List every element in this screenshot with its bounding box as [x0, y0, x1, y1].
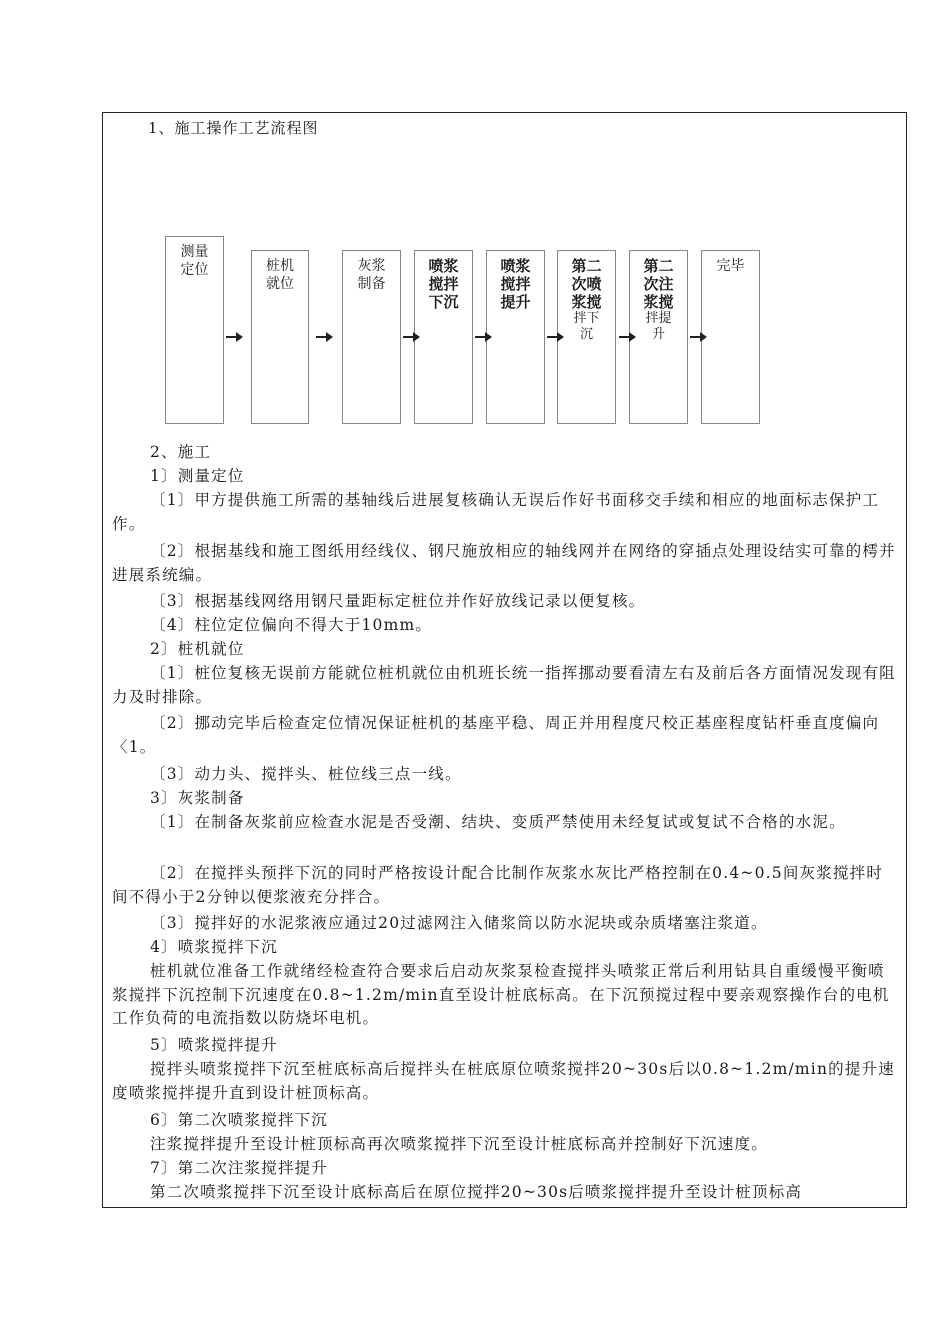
flow-step-7 — [629, 250, 688, 424]
flow-step-text: 就位 — [266, 276, 294, 292]
flow-step-text: 拌下 — [573, 311, 600, 326]
flow-step-6 — [557, 250, 616, 424]
paragraph: 〔3〕根据基线网络用钢尺量距标定桩位并作好放线记录以便复核。 — [150, 592, 646, 610]
flow-arrow-icon — [547, 336, 559, 338]
flow-step-4 — [414, 250, 473, 424]
paragraph: 〔1〕桩位复核无误前方能就位桩机就位由机班长统一指挥挪动要看清左右及前后各方面情况发现有阻力及时排除。 — [112, 664, 896, 706]
flow-step-text: 测量 — [180, 244, 209, 260]
paragraph: 2、施工 — [150, 443, 212, 461]
paragraph: 桩机就位准备工作就绪经检查符合要求后启动灰浆泵检查搅拌头喷浆正常后利用钻具自重缓慢平衡喷浆搅拌下沉控制下沉速度在0.8~1.2m/min直至设计桩底标高。在下沉预搅过程中要亲观察操作台的电机工作负荷的电流指数以防烧坏电机。 — [112, 962, 890, 1027]
flow-arrow-icon — [403, 336, 415, 338]
paragraph: 搅拌头喷浆搅拌下沉至桩底标高后搅拌头在桩底原位喷浆搅拌20~30s后以0.8~1.2m/min的提升速度喷浆搅拌提升直到设计桩顶标高。 — [112, 1060, 895, 1102]
flow-step-text: 喷浆 — [500, 257, 531, 275]
paragraph: 〔3〕动力头、搅拌头、桩位线三点一线。 — [150, 765, 462, 783]
flow-step-text: 搅拌 — [500, 275, 531, 293]
flow-step-text: 制备 — [357, 276, 386, 292]
paragraph: 3〕灰浆制备 — [150, 789, 245, 807]
flow-step-text: 桩机 — [266, 258, 294, 274]
paragraph: 7〕第二次注浆搅拌提升 — [150, 1159, 329, 1177]
flow-step-text: 沉 — [579, 327, 593, 342]
flow-arrow-icon — [226, 336, 238, 338]
flow-step-3 — [342, 250, 401, 424]
flow-step-text: 下沉 — [428, 293, 459, 311]
flow-arrow-icon — [475, 336, 487, 338]
flow-step-text: 浆搅 — [643, 293, 674, 311]
flow-step-text: 灰浆 — [357, 258, 386, 274]
flow-step-text: 喷浆 — [428, 257, 459, 275]
flow-step-text: 第二 — [571, 257, 602, 275]
flow-step-text: 浆搅 — [571, 293, 602, 311]
paragraph: 〔2〕根据基线和施工图纸用经线仪、钢尺施放相应的轴线网并在网络的穿插点处理设结实可靠的樗并进展系统编。 — [112, 542, 896, 584]
paragraph: 〔2〕挪动完毕后检查定位情况保证桩机的基座平稳、周正并用程度尺校正基座程度钻杆垂直度偏向〈1。 — [112, 714, 880, 756]
flow-step-text: 第二 — [643, 257, 674, 275]
section-1-title: 1、施工操作工艺流程图 — [148, 119, 319, 137]
paragraph: 〔3〕搅拌好的水泥浆液应通过20过滤网注入储浆筒以防水泥块或杂质堵塞注浆道。 — [150, 914, 768, 932]
flow-step-1 — [165, 236, 224, 424]
flow-arrow-icon — [316, 336, 328, 338]
paragraph: 4〕喷浆搅拌下沉 — [150, 938, 278, 956]
paragraph: 注浆搅拌提升至设计桩顶标高再次喷浆搅拌下沉至设计桩底标高并控制好下沉速度。 — [150, 1135, 768, 1153]
paragraph: 2〕桩机就位 — [150, 640, 245, 658]
flow-step-text: 完毕 — [716, 258, 745, 274]
paragraph: 第二次喷浆搅拌下沉至设计底标高后在原位搅拌20~30s后喷浆搅拌提升至设计桩顶标高 — [150, 1183, 803, 1201]
flow-step-text: 次喷 — [571, 275, 602, 293]
flow-step-8 — [701, 250, 760, 424]
paragraph: 〔4〕柱位定位偏向不得大于10mm。 — [150, 616, 433, 634]
flow-step-text: 次注 — [643, 275, 674, 293]
flow-arrow-icon — [690, 336, 702, 338]
flow-step-2 — [251, 250, 309, 424]
paragraph: 5〕喷浆搅拌提升 — [150, 1036, 278, 1054]
flow-step-text: 提升 — [500, 293, 531, 311]
paragraph: 1〕测量定位 — [150, 467, 245, 485]
paragraph: 〔1〕在制备灰浆前应检查水泥是否受潮、结块、变质严禁使用未经复试或复试不合格的水泥。 — [150, 813, 846, 831]
flow-arrow-icon — [619, 336, 631, 338]
flow-step-text: 定位 — [180, 262, 209, 278]
flow-step-5 — [486, 250, 545, 424]
paragraph: 6〕第二次喷浆搅拌下沉 — [150, 1111, 329, 1129]
flow-step-text: 搅拌 — [428, 275, 459, 293]
flow-step-text: 升 — [651, 327, 665, 342]
paragraph: 〔1〕甲方提供施工所需的基轴线后进展复核确认无误后作好书面移交手续和相应的地面标志保护工作。 — [112, 491, 880, 533]
paragraph: 〔2〕在搅拌头预拌下沉的同时严格按设计配合比制作灰浆水灰比严格控制在0.4~0.5间灰浆搅拌时间不得小于2分钟以便浆液充分拌合。 — [112, 864, 884, 906]
flow-step-text: 拌提 — [645, 311, 672, 326]
